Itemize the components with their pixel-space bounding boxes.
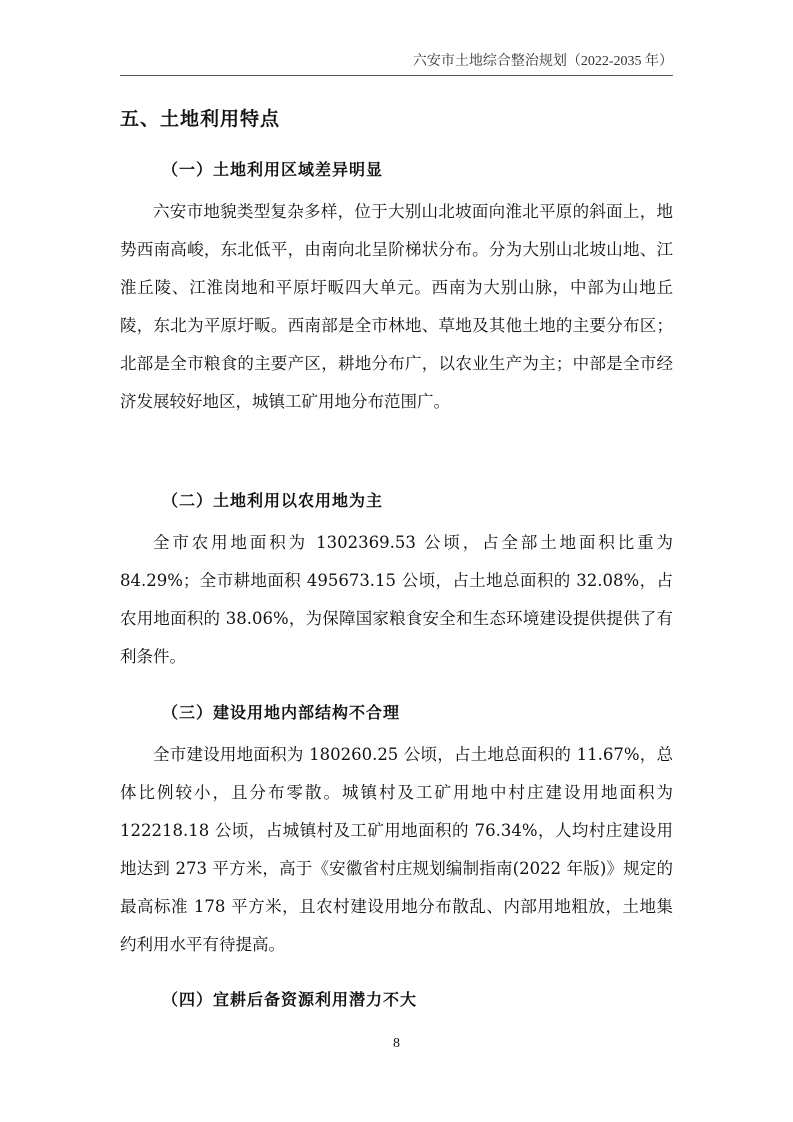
subsection-paragraph-2: 全市农用地面积为 1302369.53 公顷，占全部土地面积比重为 84.29%；全市耕地面积 495673.15 公顷，占土地总面积的 32.08%，占农用地面积的 38.06%，为保障国家粮食安全和生态环境建设提供提供了有利条件。: [120, 533, 673, 666]
subsection-heading-1: （一）土地利用区域差异明显: [162, 160, 384, 179]
section-title: 五、土地利用特点: [120, 108, 281, 130]
subsection-heading-3: （三）建设用地内部结构不合理: [162, 703, 401, 722]
subsection-heading-4: （四）宜耕后备资源利用潜力不大: [162, 990, 418, 1009]
running-header: 六安市土地综合整治规划（2022-2035 年）: [412, 54, 673, 69]
subsection-heading-2: （二）土地利用以农用地为主: [162, 491, 384, 510]
subsection-paragraph-3: 全市建设用地面积为 180260.25 公顷，占土地总面积的 11.67%，总体比例较小，且分布零散。城镇村及工矿用地中村庄建设用地面积为 122218.18 公顷，占城镇村及工矿用地面积的 76.34%，人均村庄建设用地达到 273 平方米，高于《安徽省村庄规划编制指南(2022 年版)》规定的最高标准 178 平方米，且农村建设用地分布散乱、内部用地粗放，土地集约利用水平有待提高。: [120, 745, 673, 954]
subsection-paragraph-1: 六安市地貌类型复杂多样，位于大别山北坡面向淮北平原的斜面上，地势西南高峻，东北低平，由南向北呈阶梯状分布。分为大别山北坡山地、江淮丘陵、江淮岗地和平原圩畈四大单元。西南为大别山脉，中部为山地丘陵，东北为平原圩畈。西南部是全市林地、草地及其他土地的主要分布区；北部是全市粮食的主要产区，耕地分布广，以农业生产为主；中部是全市经济发展较好地区，城镇工矿用地分布范围广。: [120, 202, 673, 411]
header-divider: [120, 75, 673, 76]
page-number: 8: [393, 1036, 400, 1051]
